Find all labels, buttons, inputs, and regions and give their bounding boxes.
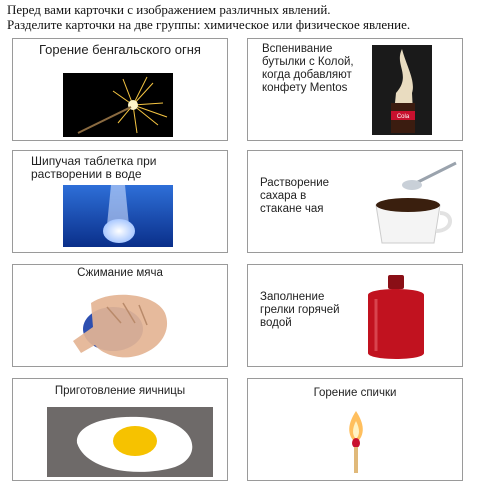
card-cola-mentos[interactable] [247,38,463,141]
squeezed-ball-image [61,283,181,363]
card-burning-match[interactable] [247,378,463,481]
fizzing-tablet-image [63,185,173,247]
instruction-line-2: Разделите карточки на две группы: химическое или физическое явление. [7,17,411,32]
card-caption: Сжимание мяча [77,267,163,279]
card-fried-egg[interactable] [12,378,228,481]
card-caption: Вспенивание бутылки с Колой, когда добавляют конфету Mentos [262,43,354,94]
card-caption: Горение бенгальского огня [39,42,201,57]
card-caption: Растворение сахара в стакане чая [260,177,330,215]
sparkler-image [63,73,173,137]
tea-cup-image [356,159,458,247]
card-hot-water-bottle[interactable] [247,264,463,367]
cola-bottle-image [372,45,432,135]
card-sparkler[interactable] [12,38,228,141]
card-squeezed-ball[interactable] [12,264,228,367]
burning-match-image [338,405,374,477]
fried-egg-image [47,407,213,477]
instruction-line-1: Перед вами карточки с изображением различных явлений. [7,2,331,17]
card-caption: Горение спички [313,387,397,399]
card-caption: Заполнение грелки горячей водой [260,291,340,329]
cola-label: Cola [396,114,410,120]
card-sugar-tea[interactable] [247,150,463,253]
card-caption: Шипучая таблетка при растворении в воде [31,154,157,181]
card-fizzing-tablet[interactable] [12,150,228,253]
hot-water-bottle-image [358,273,434,363]
card-caption: Приготовление яичницы [54,385,186,397]
